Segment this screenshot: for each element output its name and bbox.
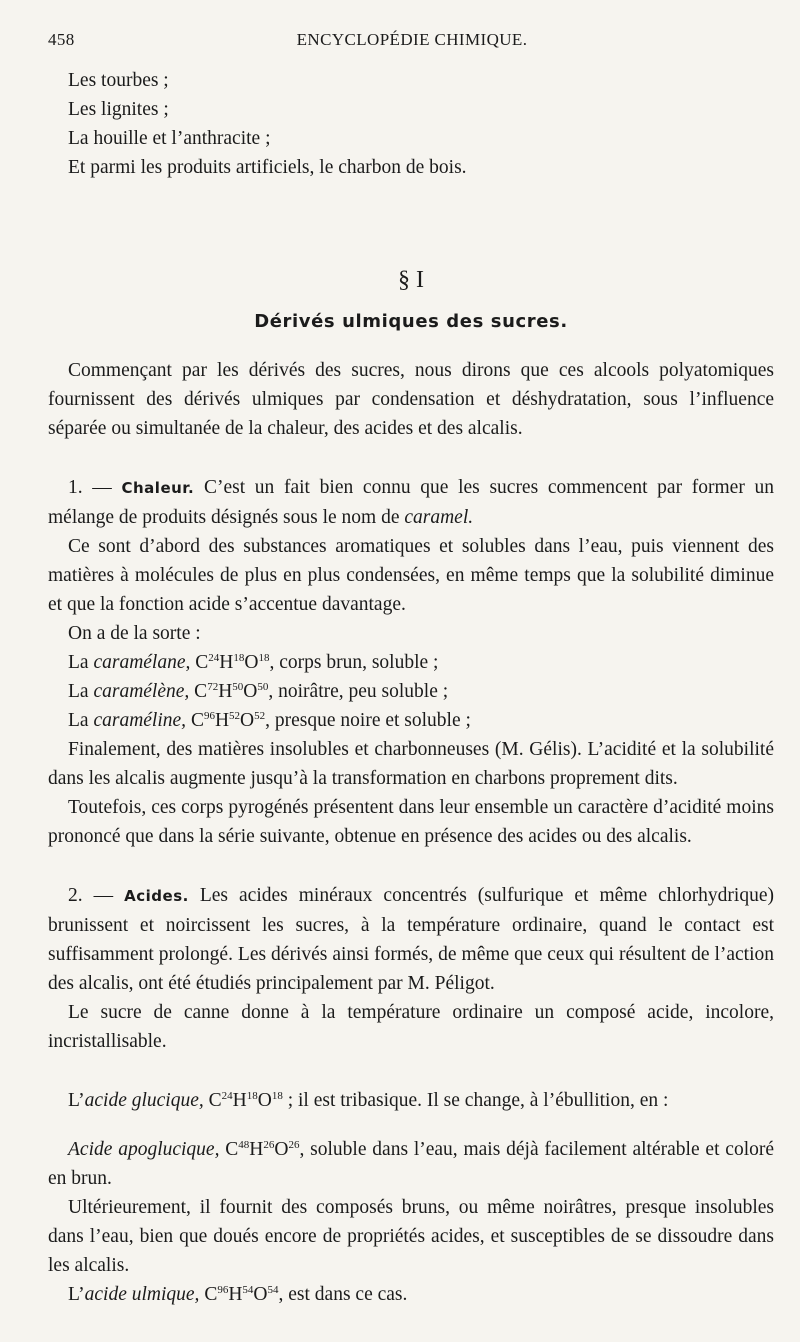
compound-name: caraméline, (93, 710, 187, 731)
section-mark: § I (398, 267, 424, 293)
page-number: 458 (48, 30, 75, 49)
subsection-1-paragraph (48, 473, 774, 532)
text: , noirâtre, peu soluble ; (268, 681, 449, 702)
running-title: ENCYCLOPÉDIE CHIMIQUE. (296, 30, 528, 49)
paragraph: Toutefois, ces corps pyrogénés présentent dans leur ensemble un caractère d’acidité moins prononcé que dans la série suivante, obtenue en présence des acides ou des alcalis. (48, 797, 774, 847)
chemical-formula: $C^{48}H^{26}O^{26}$ (225, 1139, 300, 1160)
compound-name: caramélane, (93, 652, 191, 673)
formula-paragraph: L’acide glucique, $C^{24}H^{18}O^{18}$ ; il est tribasique. Il se change, à l’ébullition, en : (68, 1090, 669, 1111)
compound-name: acide glucique, (84, 1090, 204, 1111)
compound-name: acide ulmique, (84, 1284, 200, 1305)
text: ; il est tribasique. Il se change, à l’ébullition, en : (282, 1090, 669, 1111)
paragraph: Ultérieurement, il fournit des composés bruns, ou même noirâtres, presque insolubles dans l’eau, bien que doués encore de propriétés acides, et susceptibles de se dissoudre dans les alcalis. (48, 1197, 774, 1276)
compound-name: caramélène, (93, 681, 190, 702)
list-item: Les lignites ; (68, 99, 169, 120)
formula-line (48, 706, 774, 735)
text: La (68, 652, 94, 673)
chemical-formula: $C^{96}H^{52}O^{52}$ (190, 710, 266, 731)
formula-paragraph: L’acide ulmique, $C^{96}H^{54}O^{54}$, est dans ce cas. (68, 1284, 408, 1305)
formula-paragraph (48, 1135, 774, 1193)
subsection-2-paragraph (48, 881, 774, 998)
compound-name: Acide apoglucique, (68, 1139, 220, 1160)
list-item: La houille et l’anthracite ; (68, 128, 271, 149)
page-content (48, 66, 774, 1309)
formula-line (48, 648, 774, 677)
italic-term: caramel. (404, 507, 474, 528)
text: , presque noire et soluble ; (265, 710, 471, 731)
text: , est dans ce cas. (278, 1284, 408, 1305)
paragraph: Finalement, des matières insolubles et charbonneuses (M. Gélis). L’acidité et la solubilité dans les alcalis augmente jusqu’à la transformation en charbons proprement dits. (48, 739, 774, 789)
chemical-formula: $C^{96}H^{54}O^{54}$ (204, 1284, 279, 1305)
chemical-formula: $C^{24}H^{18}O^{18}$ (195, 652, 270, 673)
paragraph: Le sucre de canne donne à la température ordinaire un composé acide, incolore, incristallisable. (48, 1002, 774, 1052)
paragraph-text: C’est un fait bien connu que les sucres commencent par former un mélange de produits désignés sous le nom de (48, 477, 774, 528)
section-title: Dérivés ulmiques des sucres. (254, 311, 568, 332)
text: , soluble dans l’eau, mais déjà facilement altérable et coloré en brun. (48, 1139, 775, 1189)
chemical-formula: $C^{72}H^{50}O^{50}$ (194, 681, 269, 702)
page-header (48, 30, 776, 58)
text: La (68, 710, 94, 731)
text: , corps brun, soluble ; (269, 652, 439, 673)
subsection-number: 2. — (68, 885, 114, 906)
subsection-number: 1. — (68, 477, 112, 498)
paragraph-text: Les acides minéraux concentrés (sulfurique et même chlorhydrique) brunissent et noircissent les sucres, à la température ordinaire, quand le contact est suffisamment prolongé. Les dérivés ainsi formés, de même que ceux qui résultent de l’action des alcalis, ont été étudiés principalement par M. Péligot. (48, 885, 774, 994)
paragraph: On a de la sorte : (68, 623, 201, 644)
subsection-heading: Chaleur. (121, 479, 195, 497)
list-item: Les tourbes ; (68, 70, 169, 91)
intro-paragraph: Commençant par les dérivés des sucres, nous dirons que ces alcools polyatomiques fournissent des dérivés ulmiques par condensation et déshydratation, sous l’influence séparée ou simultanée de la chaleur, des acides et des alcalis. (48, 360, 774, 439)
text: La (68, 681, 94, 702)
list-item: Et parmi les produits artificiels, le charbon de bois. (68, 157, 467, 178)
chemical-formula: $C^{24}H^{18}O^{18}$ (208, 1090, 283, 1111)
subsection-heading: Acides. (124, 887, 189, 905)
formula-line (48, 677, 774, 706)
paragraph: Ce sont d’abord des substances aromatiques et solubles dans l’eau, puis viennent des matières à molécules de plus en plus condensées, en même temps que la solubilité diminue et que la fonction acide s’accentue davantage. (48, 536, 774, 615)
